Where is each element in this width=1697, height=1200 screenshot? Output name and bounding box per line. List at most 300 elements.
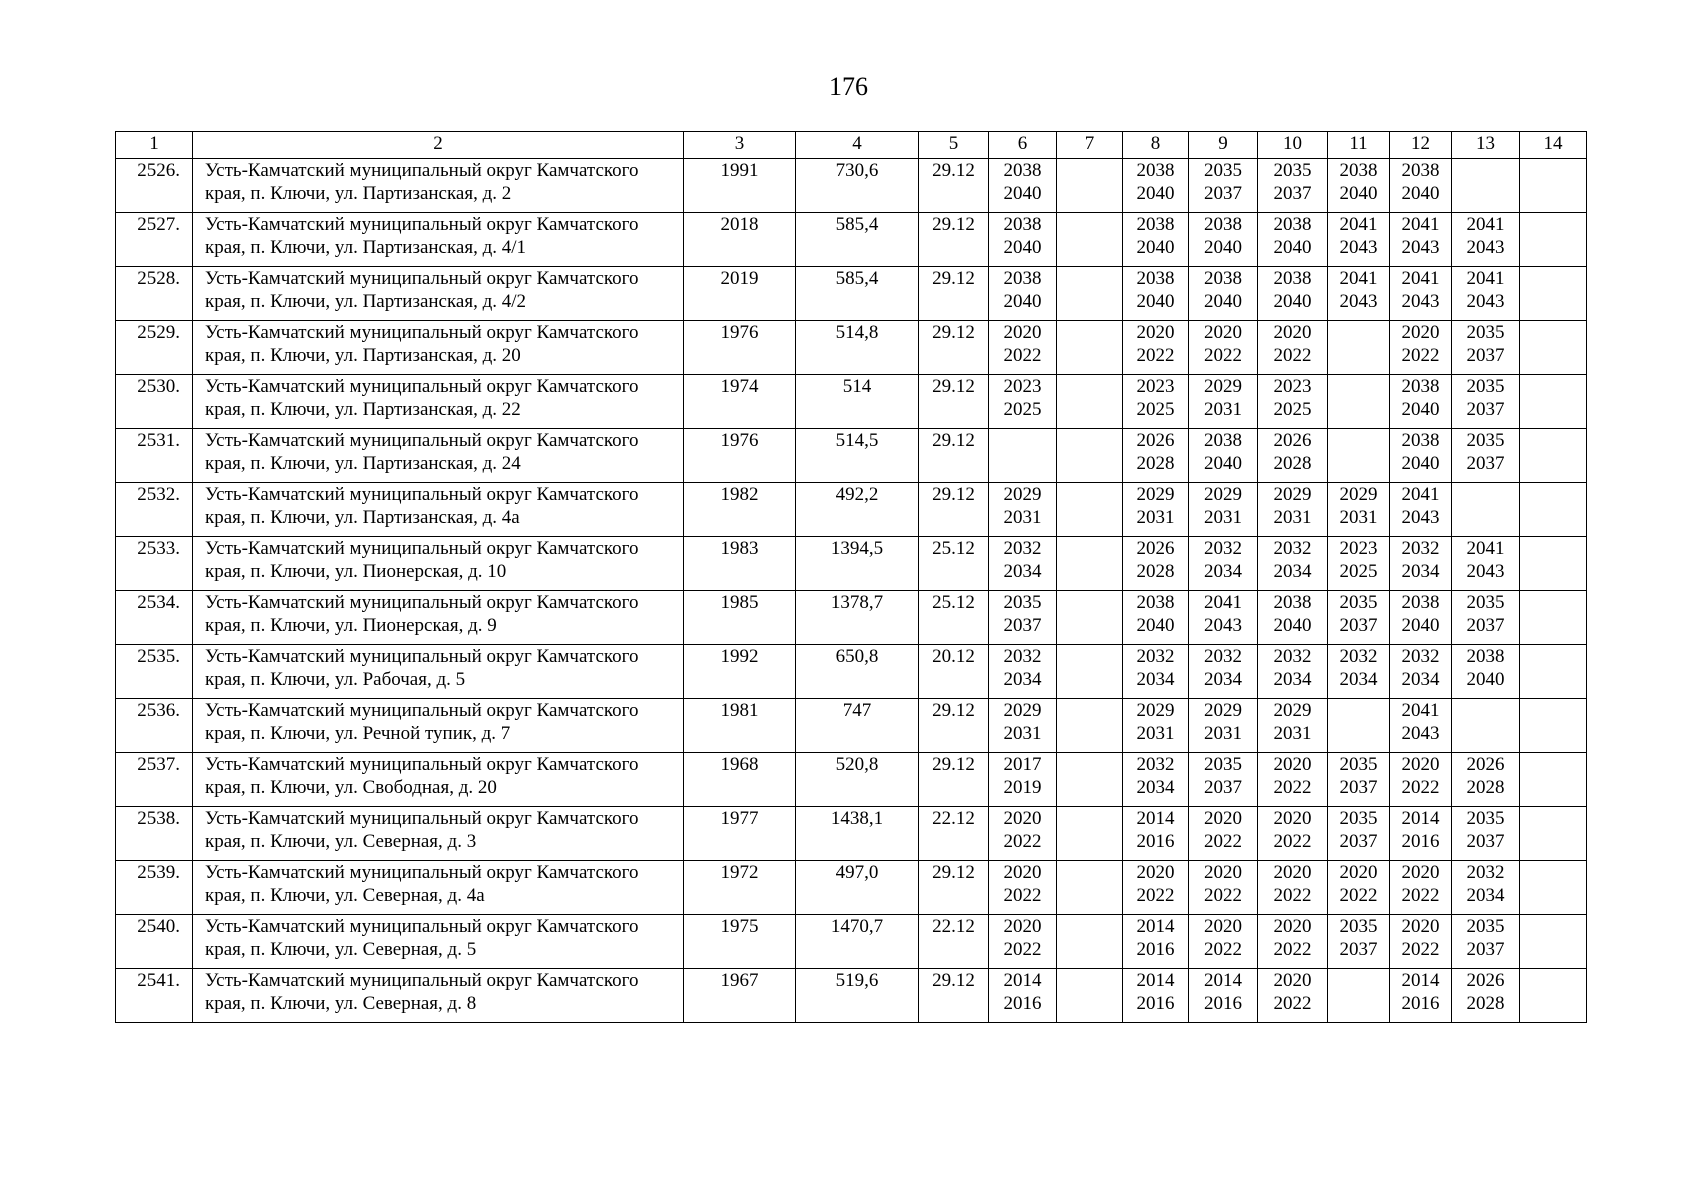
period-year: 2041: [1401, 700, 1440, 721]
period-year: 2040: [1204, 237, 1242, 258]
period-cell-14: [1520, 915, 1587, 969]
period-cell-12: [1390, 807, 1452, 861]
period-year: [1452, 506, 1519, 529]
period-year: [1452, 483, 1519, 506]
period-year: 2032: [1401, 538, 1440, 559]
period-year: 2025: [1136, 399, 1175, 420]
period-year: 2038: [1136, 214, 1175, 235]
period-year: 2020: [1204, 916, 1242, 937]
column-header-7: 7: [1057, 132, 1123, 159]
table-row: [116, 753, 1587, 807]
area-cell: 747: [796, 699, 919, 753]
period-year: 2035: [1204, 754, 1242, 775]
period-cell-10: [1258, 375, 1328, 429]
address-line: края, п. Ключи, ул. Пионерская, д. 9: [205, 615, 497, 636]
period-cell-14: [1520, 321, 1587, 375]
period-year: 2040: [1339, 183, 1378, 204]
period-cell-10: [1258, 267, 1328, 321]
period-cell-7: [1057, 159, 1123, 213]
period-year: 2020: [1273, 862, 1312, 883]
period-cell-9: [1189, 645, 1258, 699]
period-year: 2038: [1401, 592, 1440, 613]
table-row: [116, 861, 1587, 915]
address-line: края, п. Ключи, ул. Речной тупик, д. 7: [205, 723, 511, 744]
period-cell-9: [1189, 429, 1258, 483]
period-cell-7: [1057, 429, 1123, 483]
address-line: края, п. Ключи, ул. Партизанская, д. 2: [205, 183, 512, 204]
date-cell: 29.12: [919, 483, 989, 537]
period-cell-12: [1390, 645, 1452, 699]
period-year: 2028: [1466, 777, 1505, 798]
year-cell: 1977: [684, 807, 796, 861]
date-cell: 29.12: [919, 159, 989, 213]
period-year: 2043: [1339, 291, 1378, 312]
year-cell: 1976: [684, 321, 796, 375]
period-year: 2035: [1466, 808, 1505, 829]
period-year: 2016: [1136, 993, 1175, 1014]
table-row: [116, 375, 1587, 429]
period-cell-12: [1390, 861, 1452, 915]
period-year: [1520, 915, 1586, 938]
column-header-8: 8: [1123, 132, 1189, 159]
period-year: 2022: [1204, 345, 1242, 366]
period-cell-11: [1328, 969, 1390, 1023]
period-year: 2031: [1204, 399, 1242, 420]
period-year: 2031: [1136, 723, 1175, 744]
area-cell: 730,6: [796, 159, 919, 213]
row-number-cell: 2534.: [116, 591, 193, 645]
period-cell-6: [989, 861, 1057, 915]
period-year: [1520, 560, 1586, 583]
period-cell-14: [1520, 213, 1587, 267]
table-row: [116, 591, 1587, 645]
period-year: 2038: [1003, 160, 1042, 181]
period-year: 2031: [1339, 507, 1378, 528]
period-year: 2029: [1136, 700, 1175, 721]
period-year: 2022: [1273, 939, 1312, 960]
date-cell: 25.12: [919, 537, 989, 591]
column-header-10: 10: [1258, 132, 1328, 159]
period-year: 2023: [1273, 376, 1312, 397]
period-year: [1057, 992, 1122, 1015]
period-cell-13: [1452, 429, 1520, 483]
period-cell-9: [1189, 375, 1258, 429]
period-cell-10: [1258, 807, 1328, 861]
period-year: 2040: [1003, 237, 1042, 258]
period-year: [1520, 776, 1586, 799]
period-year: [1057, 915, 1122, 938]
period-year: 2037: [1466, 345, 1505, 366]
date-cell: 29.12: [919, 969, 989, 1023]
address-line: края, п. Ключи, ул. Партизанская, д. 20: [205, 345, 521, 366]
period-year: 2028: [1136, 453, 1175, 474]
row-number-cell: 2532.: [116, 483, 193, 537]
period-cell-11: [1328, 483, 1390, 537]
period-cell-9: [1189, 483, 1258, 537]
period-year: 2040: [1204, 453, 1242, 474]
period-cell-13: [1452, 591, 1520, 645]
period-cell-9: [1189, 213, 1258, 267]
address-line: Усть-Камчатский муниципальный округ Камчатского: [205, 214, 639, 235]
period-year: [1057, 830, 1122, 853]
period-year: [1057, 560, 1122, 583]
period-year: 2023: [1136, 376, 1175, 397]
period-year: 2043: [1466, 561, 1505, 582]
period-year: 2040: [1273, 237, 1312, 258]
period-cell-10: [1258, 213, 1328, 267]
period-year: 2022: [1136, 345, 1175, 366]
period-year: 2031: [1003, 723, 1042, 744]
address-line: Усть-Камчатский муниципальный округ Камчатского: [205, 808, 639, 829]
period-cell-8: [1123, 159, 1189, 213]
period-year: [1057, 429, 1122, 452]
period-year: 2040: [1136, 615, 1175, 636]
period-year: 2043: [1401, 507, 1440, 528]
period-year: [1057, 861, 1122, 884]
period-year: 2041: [1339, 268, 1378, 289]
period-cell-11: [1328, 375, 1390, 429]
area-cell: 650,8: [796, 645, 919, 699]
period-cell-8: [1123, 861, 1189, 915]
row-number-cell: 2530.: [116, 375, 193, 429]
period-year: 2043: [1401, 291, 1440, 312]
period-year: 2041: [1401, 268, 1440, 289]
date-cell: 29.12: [919, 753, 989, 807]
period-year: 2040: [1273, 615, 1312, 636]
area-cell: 1378,7: [796, 591, 919, 645]
column-header-1: 1: [116, 132, 193, 159]
period-cell-8: [1123, 537, 1189, 591]
period-year: [1520, 668, 1586, 691]
period-year: 2040: [1003, 291, 1042, 312]
address-cell: [193, 753, 684, 807]
period-year: 2020: [1003, 322, 1042, 343]
period-cell-11: [1328, 915, 1390, 969]
period-year: [1057, 722, 1122, 745]
period-cell-9: [1189, 807, 1258, 861]
column-header-11: 11: [1328, 132, 1390, 159]
period-cell-12: [1390, 213, 1452, 267]
period-year: 2031: [1136, 507, 1175, 528]
period-year: 2020: [1003, 862, 1042, 883]
period-year: [1520, 429, 1586, 452]
period-cell-10: [1258, 915, 1328, 969]
date-cell: 22.12: [919, 807, 989, 861]
period-cell-6: [989, 699, 1057, 753]
period-year: [1520, 452, 1586, 475]
period-year: 2022: [1204, 831, 1242, 852]
period-cell-12: [1390, 483, 1452, 537]
period-year: 2037: [1339, 939, 1378, 960]
period-year: [1057, 591, 1122, 614]
period-year: 2020: [1136, 862, 1175, 883]
period-cell-14: [1520, 591, 1587, 645]
address-line: края, п. Ключи, ул. Партизанская, д. 4/2: [205, 291, 527, 312]
address-cell: [193, 591, 684, 645]
column-number-row: [116, 132, 1587, 159]
period-year: [1057, 938, 1122, 961]
period-year: [1057, 267, 1122, 290]
period-year: 2022: [1136, 885, 1175, 906]
address-cell: [193, 213, 684, 267]
period-year: 2040: [1466, 669, 1505, 690]
address-line: Усть-Камчатский муниципальный округ Камчатского: [205, 646, 639, 667]
period-year: [1328, 344, 1389, 367]
period-year: 2037: [1273, 183, 1312, 204]
period-cell-7: [1057, 861, 1123, 915]
period-year: 2035: [1003, 592, 1042, 613]
year-cell: 1967: [684, 969, 796, 1023]
period-cell-8: [1123, 429, 1189, 483]
period-cell-9: [1189, 267, 1258, 321]
period-cell-11: [1328, 699, 1390, 753]
period-cell-14: [1520, 267, 1587, 321]
period-year: 2034: [1273, 561, 1312, 582]
column-header-14: 14: [1520, 132, 1587, 159]
period-cell-12: [1390, 591, 1452, 645]
period-year: [1057, 884, 1122, 907]
period-year: 2040: [1401, 615, 1440, 636]
period-year: 2016: [1003, 993, 1042, 1014]
period-year: 2022: [1273, 777, 1312, 798]
period-year: 2020: [1401, 754, 1440, 775]
period-year: [1520, 537, 1586, 560]
year-cell: 1981: [684, 699, 796, 753]
period-cell-13: [1452, 807, 1520, 861]
period-year: 2034: [1273, 669, 1312, 690]
period-year: 2034: [1003, 669, 1042, 690]
period-cell-9: [1189, 753, 1258, 807]
period-year: 2043: [1339, 237, 1378, 258]
period-year: 2032: [1136, 754, 1175, 775]
period-year: 2043: [1466, 291, 1505, 312]
period-year: [1328, 429, 1389, 452]
table-row: [116, 213, 1587, 267]
period-year: 2026: [1273, 430, 1312, 451]
period-year: [1520, 375, 1586, 398]
period-cell-11: [1328, 807, 1390, 861]
period-year: 2029: [1136, 484, 1175, 505]
period-cell-7: [1057, 483, 1123, 537]
address-cell: [193, 645, 684, 699]
period-cell-6: [989, 645, 1057, 699]
period-year: 2038: [1204, 214, 1242, 235]
period-year: 2037: [1466, 615, 1505, 636]
period-cell-14: [1520, 483, 1587, 537]
period-year: [1057, 776, 1122, 799]
period-cell-14: [1520, 699, 1587, 753]
period-cell-9: [1189, 159, 1258, 213]
period-year: 2038: [1003, 214, 1042, 235]
period-year: 2035: [1466, 376, 1505, 397]
table-row: [116, 321, 1587, 375]
period-cell-8: [1123, 915, 1189, 969]
period-cell-8: [1123, 375, 1189, 429]
row-number-cell: 2536.: [116, 699, 193, 753]
year-cell: 1975: [684, 915, 796, 969]
period-year: 2028: [1273, 453, 1312, 474]
period-cell-6: [989, 483, 1057, 537]
period-cell-13: [1452, 861, 1520, 915]
period-cell-10: [1258, 591, 1328, 645]
period-year: 2035: [1466, 916, 1505, 937]
period-year: [1520, 861, 1586, 884]
period-cell-7: [1057, 591, 1123, 645]
period-cell-6: [989, 591, 1057, 645]
period-year: 2038: [1273, 268, 1312, 289]
period-cell-13: [1452, 537, 1520, 591]
period-cell-11: [1328, 159, 1390, 213]
period-year: [1057, 236, 1122, 259]
period-year: 2037: [1466, 939, 1505, 960]
period-year: 2041: [1466, 538, 1505, 559]
period-year: 2035: [1339, 592, 1378, 613]
period-year: [1452, 699, 1519, 722]
period-year: 2014: [1401, 808, 1440, 829]
period-cell-12: [1390, 753, 1452, 807]
period-year: [1520, 992, 1586, 1015]
period-cell-9: [1189, 321, 1258, 375]
period-year: 2043: [1401, 237, 1440, 258]
address-line: Усть-Камчатский муниципальный округ Камчатского: [205, 970, 639, 991]
address-cell: [193, 807, 684, 861]
period-cell-12: [1390, 159, 1452, 213]
address-cell: [193, 159, 684, 213]
period-cell-8: [1123, 753, 1189, 807]
date-cell: 29.12: [919, 429, 989, 483]
period-cell-12: [1390, 321, 1452, 375]
period-cell-10: [1258, 699, 1328, 753]
period-year: 2020: [1204, 808, 1242, 829]
period-cell-12: [1390, 267, 1452, 321]
period-year: 2032: [1003, 538, 1042, 559]
period-cell-11: [1328, 861, 1390, 915]
period-year: 2020: [1401, 322, 1440, 343]
period-cell-10: [1258, 321, 1328, 375]
year-cell: 1974: [684, 375, 796, 429]
period-cell-6: [989, 807, 1057, 861]
period-year: [1520, 938, 1586, 961]
table-row: [116, 267, 1587, 321]
period-year: 2031: [1204, 507, 1242, 528]
period-year: [1452, 159, 1519, 182]
address-line: края, п. Ключи, ул. Северная, д. 3: [205, 831, 477, 852]
period-year: 2037: [1339, 777, 1378, 798]
period-year: 2017: [1003, 754, 1042, 775]
address-cell: [193, 537, 684, 591]
column-header-3: 3: [684, 132, 796, 159]
period-year: 2016: [1401, 993, 1440, 1014]
period-year: [1328, 992, 1389, 1015]
period-year: [1057, 321, 1122, 344]
period-year: 2037: [1339, 615, 1378, 636]
address-cell: [193, 321, 684, 375]
year-cell: 1976: [684, 429, 796, 483]
period-year: 2038: [1204, 268, 1242, 289]
period-year: 2040: [1136, 291, 1175, 312]
period-year: 2022: [1339, 885, 1378, 906]
period-year: [1520, 884, 1586, 907]
row-number-cell: 2535.: [116, 645, 193, 699]
period-year: 2038: [1136, 592, 1175, 613]
period-year: 2014: [1401, 970, 1440, 991]
table-body: [116, 159, 1587, 1023]
period-year: 2014: [1136, 916, 1175, 937]
period-cell-7: [1057, 699, 1123, 753]
address-line: края, п. Ключи, ул. Рабочая, д. 5: [205, 669, 466, 690]
period-year: [1057, 753, 1122, 776]
table-row: [116, 429, 1587, 483]
period-year: 2020: [1273, 322, 1312, 343]
area-cell: 519,6: [796, 969, 919, 1023]
column-header-5: 5: [919, 132, 989, 159]
address-line: Усть-Камчатский муниципальный округ Камчатского: [205, 862, 639, 883]
period-year: [1520, 645, 1586, 668]
period-year: 2040: [1204, 291, 1242, 312]
address-line: края, п. Ключи, ул. Свободная, д. 20: [205, 777, 497, 798]
period-cell-10: [1258, 753, 1328, 807]
period-cell-7: [1057, 321, 1123, 375]
period-year: 2034: [1401, 669, 1440, 690]
year-cell: 2019: [684, 267, 796, 321]
housing-register-table: [115, 131, 1587, 1023]
period-year: 2031: [1273, 723, 1312, 744]
period-year: 2031: [1273, 507, 1312, 528]
period-year: 2023: [1339, 538, 1378, 559]
period-year: 2038: [1136, 160, 1175, 181]
period-cell-12: [1390, 915, 1452, 969]
date-cell: 29.12: [919, 267, 989, 321]
period-year: [1520, 722, 1586, 745]
address-line: Усть-Камчатский муниципальный округ Камчатского: [205, 484, 639, 505]
year-cell: 1991: [684, 159, 796, 213]
period-cell-10: [1258, 537, 1328, 591]
period-cell-6: [989, 915, 1057, 969]
period-year: 2022: [1273, 831, 1312, 852]
address-line: края, п. Ключи, ул. Пионерская, д. 10: [205, 561, 507, 582]
period-year: [1057, 375, 1122, 398]
period-year: 2038: [1136, 268, 1175, 289]
address-line: Усть-Камчатский муниципальный округ Камчатского: [205, 430, 639, 451]
period-cell-7: [1057, 969, 1123, 1023]
period-year: 2040: [1401, 183, 1440, 204]
address-line: Усть-Камчатский муниципальный округ Камчатского: [205, 592, 639, 613]
period-cell-10: [1258, 159, 1328, 213]
period-year: [1520, 614, 1586, 637]
period-year: [1057, 290, 1122, 313]
period-year: 2029: [1273, 484, 1312, 505]
period-year: 2037: [1466, 831, 1505, 852]
period-year: [1057, 182, 1122, 205]
area-cell: 585,4: [796, 213, 919, 267]
period-year: 2038: [1401, 376, 1440, 397]
period-year: 2034: [1136, 777, 1175, 798]
address-line: края, п. Ключи, ул. Партизанская, д. 4а: [205, 507, 520, 528]
row-number-cell: 2527.: [116, 213, 193, 267]
address-cell: [193, 375, 684, 429]
period-cell-11: [1328, 213, 1390, 267]
period-year: 2028: [1136, 561, 1175, 582]
period-year: 2016: [1204, 993, 1242, 1014]
date-cell: 29.12: [919, 321, 989, 375]
period-year: 2014: [1003, 970, 1042, 991]
period-cell-10: [1258, 969, 1328, 1023]
period-cell-9: [1189, 969, 1258, 1023]
period-year: 2020: [1273, 916, 1312, 937]
table-row: [116, 699, 1587, 753]
period-cell-7: [1057, 753, 1123, 807]
period-cell-10: [1258, 861, 1328, 915]
